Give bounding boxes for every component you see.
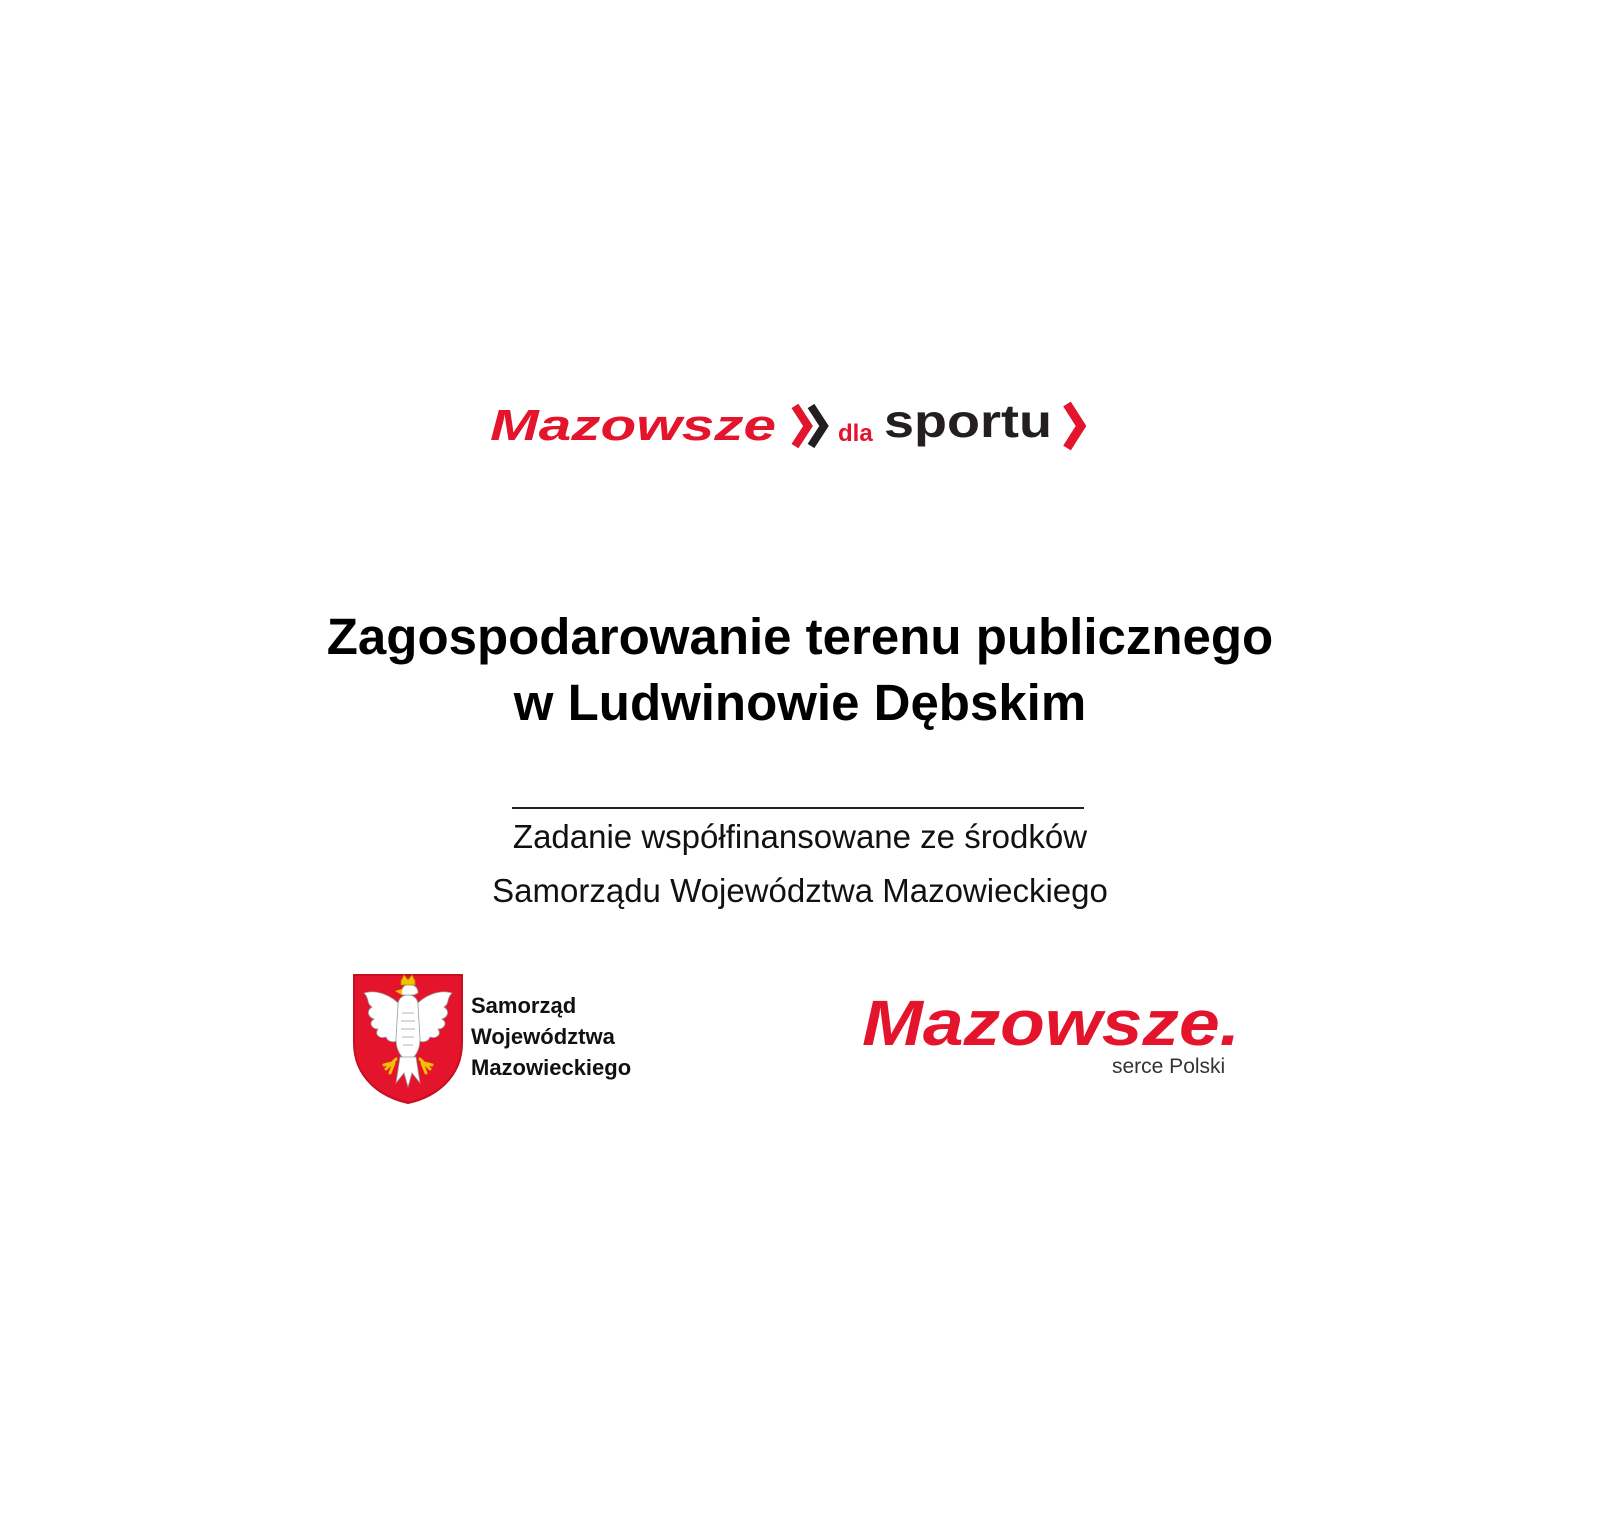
mazowsze-dla-sportu-logo [490, 400, 1120, 460]
title-line-2: w Ludwinowie Dębskim [513, 674, 1087, 731]
funding-line-1: Zadanie współfinansowane ze środków [512, 818, 1088, 855]
samorzad-line-2: Województwa [471, 1024, 615, 1049]
coat-of-arms-icon [352, 973, 464, 1105]
funding-line-2: Samorządu Województwa Mazowieckiego [492, 872, 1108, 909]
double-chevron-red-accent [795, 406, 808, 446]
samorzad-line-1: Samorząd [471, 993, 577, 1018]
title-line-1: Zagospodarowanie terenu publicznego [326, 608, 1274, 665]
samorzad-label [471, 990, 631, 1083]
logo-wordmark-mazowsze: Mazowsze. [862, 995, 1240, 1059]
page-title [0, 604, 1600, 736]
samorzad-line-3: Mazowieckiego [471, 1055, 632, 1080]
logo-word-sportu: sportu [884, 400, 1052, 447]
funding-statement [0, 810, 1600, 918]
logo-tagline: serce Polski [1112, 1055, 1226, 1078]
logo-word-dla: dla [838, 420, 873, 447]
chevron-right-icon [1067, 404, 1081, 448]
divider-line [512, 807, 1084, 809]
logo-word-mazowsze: Mazowsze [490, 401, 776, 450]
